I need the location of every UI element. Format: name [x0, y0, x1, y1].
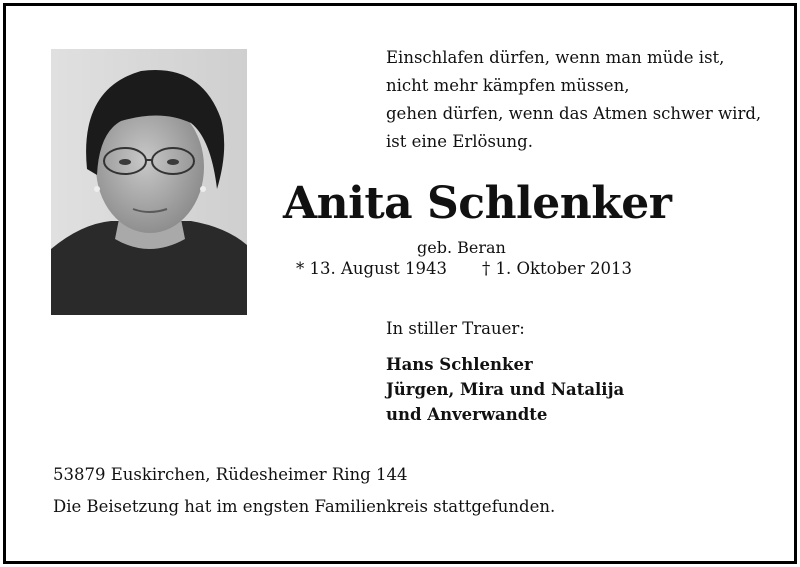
- birth-date: * 13. August 1943: [296, 259, 448, 278]
- poem-line: ist eine Erlösung.: [386, 132, 533, 151]
- burial-note: Die Beisetzung hat im engsten Familienkreis stattgefunden.: [53, 497, 556, 516]
- mourning-label: In stiller Trauer:: [386, 319, 525, 338]
- deceased-name: Anita Schlenker: [283, 178, 672, 229]
- address: 53879 Euskirchen, Rüdesheimer Ring 144: [53, 465, 408, 484]
- poem-line: nicht mehr kämpfen müssen,: [386, 76, 630, 95]
- poem-line: gehen dürfen, wenn das Atmen schwer wird,: [386, 104, 762, 123]
- poem-line: Einschlafen dürfen, wenn man müde ist,: [386, 48, 725, 67]
- mourners-list: [386, 352, 624, 427]
- mourner-name: Hans Schlenker: [386, 355, 533, 374]
- portrait-photo: [51, 49, 247, 315]
- maiden-name: geb. Beran: [417, 238, 506, 257]
- death-date: † 1. Oktober 2013: [482, 259, 633, 278]
- mourner-name: und Anverwandte: [386, 405, 548, 424]
- mourner-name: Jürgen, Mira und Natalija: [386, 380, 625, 399]
- poem: [386, 44, 766, 156]
